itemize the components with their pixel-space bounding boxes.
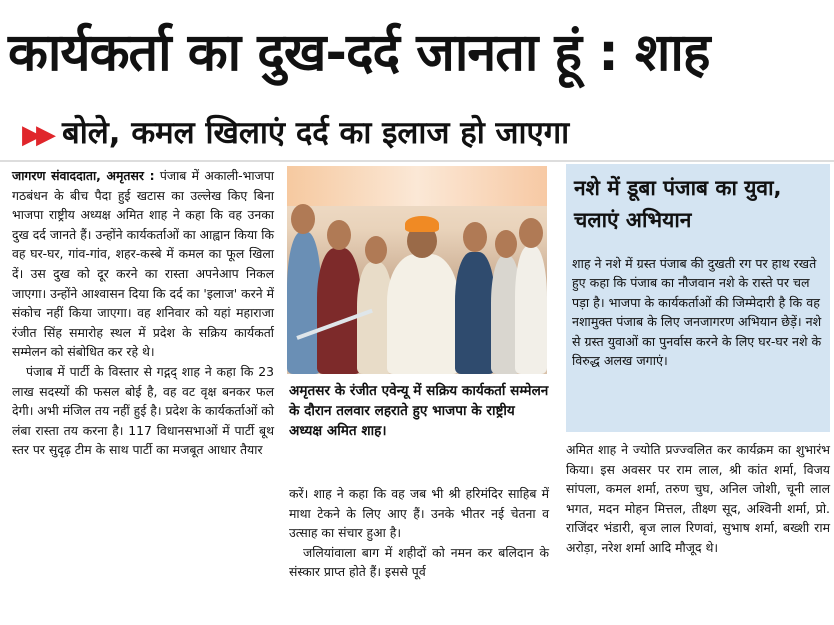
paragraph: जलियांवाला बाग में शहीदों को नमन कर बलिदान के संस्कार प्राप्त होते हैं। इससे पूर्व (289, 544, 549, 580)
paragraph-text: पंजाब में अकाली-भाजपा गठबंधन के बीच पैदा हुई खटास का उल्लेख किए बिना भाजपा राष्ट्रीय अध्यक्ष अमित शाह ने कहा कि वह उनका दुख दर्द जानते हैं। उन्होंने कार्यकर्ताओं का आह्वान किया कि वह घर-घर, गांव-गांव, शहर-कस्बे में कमल का फूल खिला दें। उस दुख को दूर करने का रास्ता अपनेआप निकल जाएगा। उन्होंने आश्वासन दिया कि दर्द का 'इलाज' करने में संकोच नहीं किया जाएगा। वह शनिवार को यहां महाराजा रंजीत सिंह समारोह स्थल में प्रदेश के सक्रिय कार्यकर्ता सम्मेलन को संबोधित कर रहे थे। (12, 168, 274, 360)
article-column-3 (566, 440, 830, 621)
sidebar-body: शाह ने नशे में ग्रस्त पंजाब की दुखती रग पर हाथ रखते हुए कहा कि पंजाब का नौजवान नशे के रास्ते पर चल पड़ा है। भाजपा के कार्यकर्ताओं की जिम्मेदारी है कि वह नशामुक्त पंजाब के लिए जनजागरण अभियान छेड़ें। नशे से ग्रस्त युवाओं का पुनर्वास करने के लिए घर-घर नशे के विरुद्ध अलख जगाएं। (572, 256, 822, 369)
subheadline-text: बोले, कमल खिलाएं दर्द का इलाज हो जाएगा (62, 115, 570, 151)
photo-figure-head (291, 204, 315, 234)
photo-figure (287, 232, 321, 374)
photo-turban (405, 216, 439, 232)
photo-figure-head (519, 218, 543, 248)
photo-figure (317, 248, 361, 374)
paragraph (12, 166, 274, 362)
subheadline (22, 110, 822, 156)
double-right-arrow-icon: ▶▶ (22, 120, 50, 150)
byline: जागरण संवाददाता, अमृतसर : (12, 168, 155, 183)
divider (0, 160, 834, 162)
photo-figure-head (365, 236, 387, 264)
sidebar-title: नशे में डूबा पंजाब का युवा, चलाएं अभियान (574, 176, 782, 232)
paragraph: करें। शाह ने कहा कि वह जब भी श्री हरिमंदिर साहिब में माथा टेकने के लिए आए हैं। उनके भीतर नई चेतना व उत्साह का संचार हुआ है। (289, 486, 549, 541)
photo-figure (515, 246, 547, 374)
photo-caption: अमृतसर के रंजीत एवेन्यू में सक्रिय कार्यकर्ता सम्मेलन के दौरान तलवार लहराते हुए भाजपा के राष्ट्रीय अध्यक्ष अमित शाह। (289, 383, 549, 439)
paragraph: पंजाब में पार्टी के विस्तार से गद्गद् शाह ने कहा कि 23 लाख सदस्यों की फसल बोई है, वह वट वृक्ष बनकर फल देगी। अभी मंजिल तय नहीं हुई है। प्रदेश के कार्यकर्ताओं को लंबा रास्ता तय करना है। 117 विधानसभाओं में पार्टी बूथ स्तर पर सुदृढ़ टीम के साथ पार्टी का मजबूत आधार तैयार (12, 363, 274, 458)
paragraph: अमित शाह ने ज्योति प्रज्ज्वलित कर कार्यक्रम का शुभारंभ किया। इस अवसर पर राम लाल, श्री कांत शर्मा, विजय सांपला, कमल शर्मा, तरुण चुघ, अनिल जोशी, चूनी लाल भगत, मदन मोहन मित्तल, तीक्ष्ण सूद, अश्विनी शर्मा, प्रो. राजिंदर भंडारी, बृज लाल रिणवां, सुभाष शर्मा, बख्शी राम अरोड़ा, नरेश शर्मा आदि मौजूद थे। (566, 442, 830, 555)
photo-figure (387, 254, 459, 374)
photo-figure (455, 252, 495, 374)
photo-figure-head (327, 220, 351, 250)
photo-figure-head (463, 222, 487, 252)
headline: कार्यकर्ता का दुख-दर्द जानता हूं : शाह (8, 23, 710, 83)
sidebar-box (566, 164, 830, 432)
photo-backdrop-banner (287, 166, 547, 206)
photo-figure-head (495, 230, 517, 258)
article-column-2 (289, 484, 549, 621)
news-photo (287, 166, 547, 374)
article-column-1 (12, 166, 274, 621)
